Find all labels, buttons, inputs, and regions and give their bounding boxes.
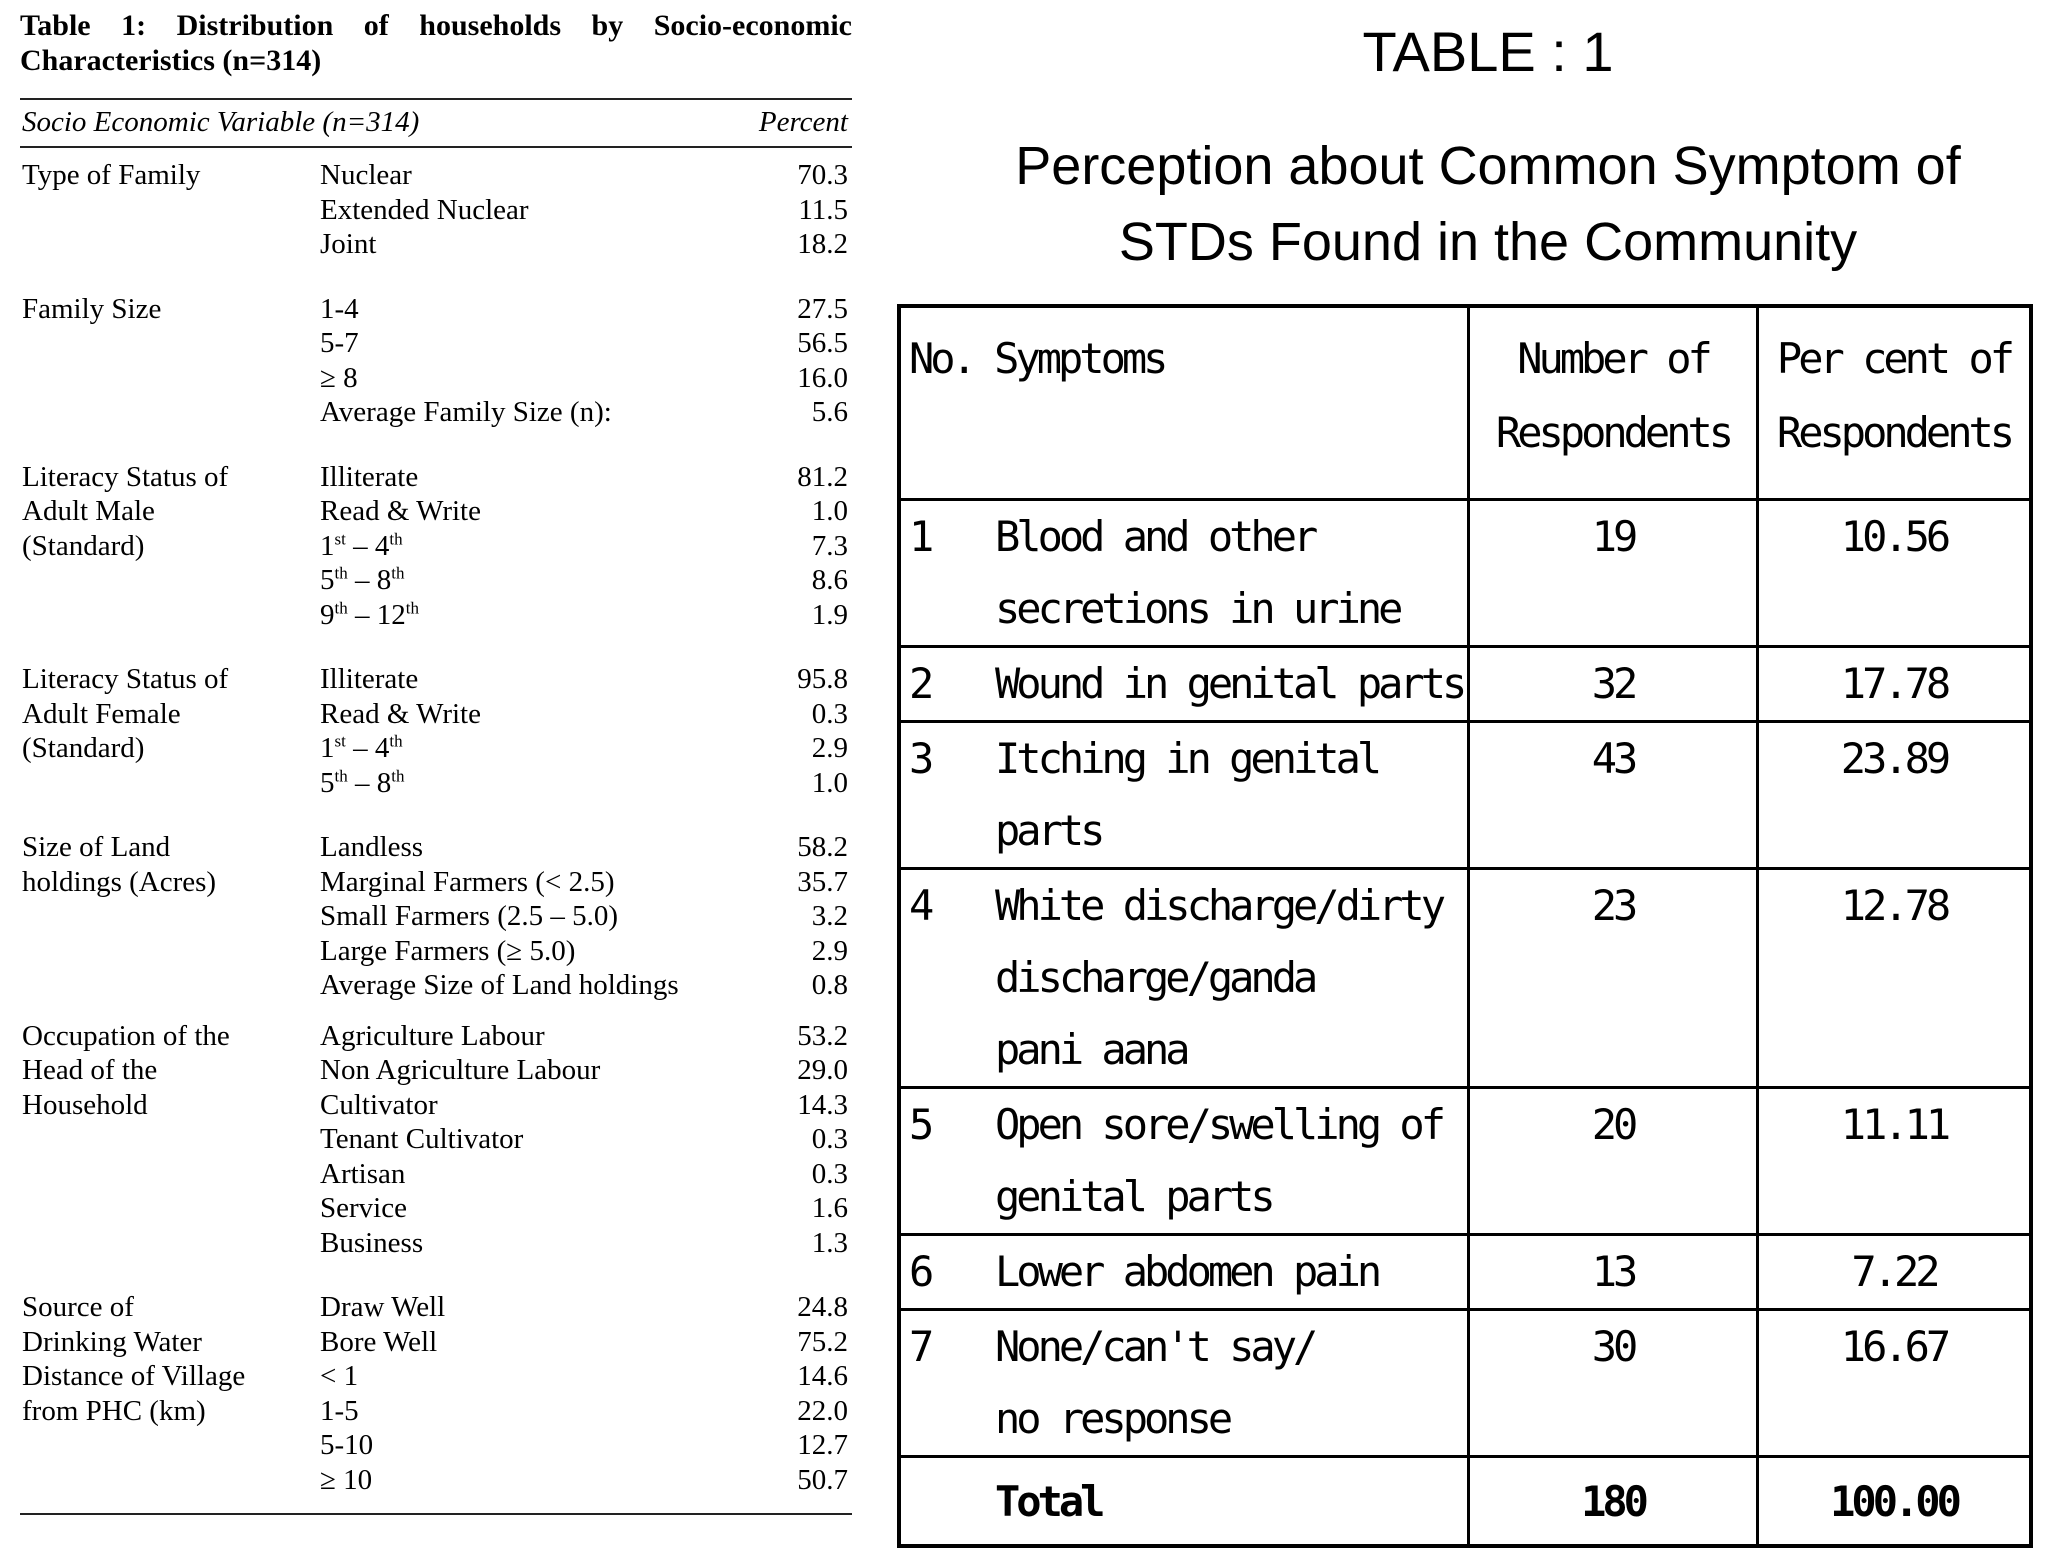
header-percent-label: Per cent of Respondents bbox=[1776, 334, 2012, 457]
respondent-percent: 7.22 bbox=[1758, 1235, 2032, 1310]
row-number: 5 bbox=[909, 1100, 931, 1149]
category-label: Landless bbox=[320, 831, 424, 863]
percent-list bbox=[752, 830, 852, 1003]
respondent-percent: 12.78 bbox=[1758, 869, 2032, 1088]
percent-value: 53.2 bbox=[797, 1019, 848, 1052]
percent-value: 7.3 bbox=[811, 529, 848, 562]
header-percent bbox=[1758, 306, 2032, 500]
variable-group bbox=[20, 158, 852, 262]
row-number: 6 bbox=[909, 1247, 931, 1296]
percent-value: 0.8 bbox=[811, 969, 848, 1001]
table-body bbox=[899, 500, 2031, 1457]
category-label: Cultivator bbox=[320, 1088, 438, 1121]
variable-label: Source of Drinking Water Distance of Village from PHC (km) bbox=[22, 1291, 246, 1427]
variable-group bbox=[20, 662, 852, 800]
category-label: Extended Nuclear bbox=[320, 193, 529, 226]
row-number: 3 bbox=[909, 734, 931, 783]
category-label: Average Family Size (n): bbox=[320, 396, 612, 428]
category-label: Bore Well bbox=[320, 1325, 438, 1358]
category-label: ≥ 8 bbox=[320, 361, 358, 394]
percent-value: 35.7 bbox=[797, 865, 848, 898]
symptom-cell bbox=[899, 1088, 1469, 1235]
symptom-text: Blood and other secretions in urine bbox=[995, 512, 1400, 633]
category-label: 5-10 bbox=[320, 1429, 374, 1461]
variable-label: Family Size bbox=[22, 292, 162, 325]
bottom-rule bbox=[20, 1513, 852, 1515]
percent-value: 2.9 bbox=[811, 934, 848, 967]
percent-value: 56.5 bbox=[797, 327, 848, 359]
total-percent: 100.00 bbox=[1758, 1457, 2032, 1547]
percent-value: 50.7 bbox=[797, 1463, 848, 1496]
variable-column-header: Socio Economic Variable (n=314) bbox=[22, 106, 420, 138]
category-label: < 1 bbox=[320, 1360, 359, 1392]
category-label: Tenant Cultivator bbox=[320, 1123, 524, 1155]
percent-list bbox=[752, 662, 852, 800]
variable-group bbox=[20, 1290, 852, 1497]
category-label: ≥ 10 bbox=[320, 1463, 373, 1496]
variable-label: Occupation of the Head of the Household bbox=[22, 1019, 230, 1121]
category-list bbox=[320, 1019, 752, 1261]
category-label: Marginal Farmers (< 2.5) bbox=[320, 865, 615, 898]
percent-value: 1.3 bbox=[811, 1226, 848, 1259]
variable-group bbox=[20, 460, 852, 633]
respondent-percent: 10.56 bbox=[1758, 500, 2032, 647]
percent-list bbox=[752, 1290, 852, 1497]
respondent-count: 32 bbox=[1469, 647, 1758, 722]
category-label: 1-5 bbox=[320, 1394, 359, 1427]
respondent-percent: 17.78 bbox=[1758, 647, 2032, 722]
total-number: 180 bbox=[1469, 1457, 1758, 1547]
variable-label: Size of Land holdings (Acres) bbox=[22, 831, 217, 898]
percent-value: 12.7 bbox=[797, 1429, 848, 1461]
percent-value: 1.0 bbox=[811, 495, 848, 527]
percent-value: 3.2 bbox=[811, 900, 848, 932]
category-label: Nuclear bbox=[320, 159, 412, 191]
table-header bbox=[20, 100, 852, 146]
category-label: Service bbox=[320, 1192, 407, 1224]
percent-value: 1.6 bbox=[811, 1192, 848, 1224]
table-title: TABLE : 1 bbox=[1362, 20, 1614, 83]
percent-value: 18.2 bbox=[797, 228, 848, 260]
percent-value: 14.3 bbox=[797, 1088, 848, 1121]
table-row bbox=[899, 1235, 2031, 1310]
category-label: 1st – 4th bbox=[320, 528, 403, 562]
category-label: 5th – 8th bbox=[320, 563, 405, 596]
header-number bbox=[1469, 306, 1758, 500]
percent-value: 29.0 bbox=[797, 1054, 848, 1086]
symptom-text: Open sore/swelling of genital parts bbox=[995, 1100, 1443, 1221]
row-number: 7 bbox=[909, 1322, 931, 1371]
category-list bbox=[320, 460, 752, 633]
variable-label: Literacy Status of Adult Female (Standard) bbox=[22, 663, 229, 764]
percent-list bbox=[752, 1019, 852, 1261]
category-label: Joint bbox=[320, 228, 377, 260]
respondent-count: 13 bbox=[1469, 1235, 1758, 1310]
percent-value: 16.0 bbox=[797, 361, 848, 394]
category-label: Non Agriculture Labour bbox=[320, 1054, 601, 1086]
symptom-text: None/can't say/ no response bbox=[995, 1322, 1315, 1443]
percent-list bbox=[752, 292, 852, 430]
variable-group bbox=[20, 292, 852, 430]
symptom-text: White discharge/dirty discharge/ganda pani aana bbox=[995, 881, 1443, 1074]
table-row bbox=[899, 500, 2031, 647]
respondent-count: 20 bbox=[1469, 1088, 1758, 1235]
symptom-cell bbox=[899, 500, 1469, 647]
table-body bbox=[20, 148, 852, 1497]
category-label: Illiterate bbox=[320, 663, 419, 695]
percent-value: 75.2 bbox=[797, 1325, 848, 1358]
table-caption: Table 1: Distribution of households by Socio-economic Characteristics (n=314) bbox=[20, 9, 852, 77]
respondent-count: 30 bbox=[1469, 1310, 1758, 1457]
row-number: 1 bbox=[909, 512, 931, 561]
percent-value: 1.0 bbox=[811, 766, 848, 799]
percent-list bbox=[752, 460, 852, 633]
respondent-count: 43 bbox=[1469, 722, 1758, 869]
category-label: Read & Write bbox=[320, 495, 481, 527]
category-label: Small Farmers (2.5 – 5.0) bbox=[320, 900, 619, 932]
category-label: Illiterate bbox=[320, 460, 419, 493]
category-label: Average Size of Land holdings bbox=[320, 969, 679, 1001]
variable-group bbox=[20, 1019, 852, 1261]
symptom-cell bbox=[899, 722, 1469, 869]
table-row bbox=[899, 1310, 2031, 1457]
header-number-label: Number of Respondents bbox=[1495, 334, 1731, 457]
total-label-cell bbox=[899, 1457, 1469, 1547]
percent-value: 0.3 bbox=[811, 1123, 848, 1155]
header-no-symptoms-label: No. Symptoms bbox=[909, 334, 1165, 383]
respondent-percent: 23.89 bbox=[1758, 722, 2032, 869]
variable-label: Literacy Status of Adult Male (Standard) bbox=[22, 460, 229, 562]
table-row bbox=[899, 722, 2031, 869]
category-label: Draw Well bbox=[320, 1291, 446, 1323]
percent-value: 1.9 bbox=[811, 598, 848, 631]
percent-value: 8.6 bbox=[811, 564, 848, 596]
category-label: Agriculture Labour bbox=[320, 1019, 545, 1052]
header-row bbox=[899, 306, 2031, 500]
percent-value: 11.5 bbox=[798, 193, 848, 226]
symptom-cell bbox=[899, 1310, 1469, 1457]
category-list bbox=[320, 1290, 752, 1497]
category-label: 1st – 4th bbox=[320, 731, 403, 764]
total-label: Total bbox=[995, 1477, 1102, 1526]
symptom-cell bbox=[899, 1235, 1469, 1310]
row-number: 2 bbox=[909, 659, 931, 708]
percent-column-header: Percent bbox=[758, 106, 848, 138]
category-label: Read & Write bbox=[320, 697, 481, 730]
table-row bbox=[899, 869, 2031, 1088]
category-label: Large Farmers (≥ 5.0) bbox=[320, 934, 576, 967]
percent-value: 58.2 bbox=[797, 831, 848, 863]
variable-label: Type of Family bbox=[22, 159, 201, 191]
percent-value: 22.0 bbox=[797, 1394, 848, 1427]
symptom-cell bbox=[899, 869, 1469, 1088]
total-row bbox=[899, 1457, 2031, 1547]
category-label: 9th – 12th bbox=[320, 597, 419, 631]
variable-group bbox=[20, 830, 852, 1003]
percent-value: 24.8 bbox=[797, 1291, 848, 1323]
percent-value: 0.3 bbox=[811, 1157, 848, 1190]
percent-value: 5.6 bbox=[811, 396, 848, 428]
category-label: 5-7 bbox=[320, 327, 359, 359]
respondent-percent: 11.11 bbox=[1758, 1088, 2032, 1235]
symptom-text: Lower abdomen pain bbox=[995, 1247, 1379, 1296]
header-no-symptoms bbox=[899, 306, 1469, 500]
socio-economic-table bbox=[20, 8, 852, 1515]
respondent-count: 23 bbox=[1469, 869, 1758, 1088]
symptom-text: Itching in genital parts bbox=[995, 734, 1379, 855]
table-row bbox=[899, 1088, 2031, 1235]
category-list bbox=[320, 158, 752, 262]
percent-list bbox=[752, 158, 852, 262]
category-label: Business bbox=[320, 1226, 424, 1259]
percent-value: 2.9 bbox=[811, 732, 848, 764]
percent-value: 0.3 bbox=[811, 697, 848, 730]
percent-value: 70.3 bbox=[797, 159, 848, 191]
table-row bbox=[899, 647, 2031, 722]
category-label: Artisan bbox=[320, 1157, 406, 1190]
percent-value: 95.8 bbox=[797, 663, 848, 695]
std-symptom-table bbox=[893, 0, 2033, 1526]
percent-value: 81.2 bbox=[797, 460, 848, 493]
category-list bbox=[320, 662, 752, 800]
category-label: 1-4 bbox=[320, 292, 359, 325]
respondent-percent: 16.67 bbox=[1758, 1310, 2032, 1457]
respondent-count: 19 bbox=[1469, 500, 1758, 647]
row-number: 4 bbox=[909, 881, 931, 930]
category-list bbox=[320, 830, 752, 1003]
table-subtitle: Perception about Common Symptom of STDs Found in the Community bbox=[1015, 136, 1961, 272]
symptom-cell bbox=[899, 647, 1469, 722]
category-label: 5th – 8th bbox=[320, 765, 405, 799]
symptom-text: Wound in genital parts bbox=[995, 659, 1464, 708]
symptom-table bbox=[897, 304, 2033, 1548]
percent-value: 14.6 bbox=[797, 1360, 848, 1392]
percent-value: 27.5 bbox=[797, 292, 848, 325]
category-list bbox=[320, 292, 752, 430]
